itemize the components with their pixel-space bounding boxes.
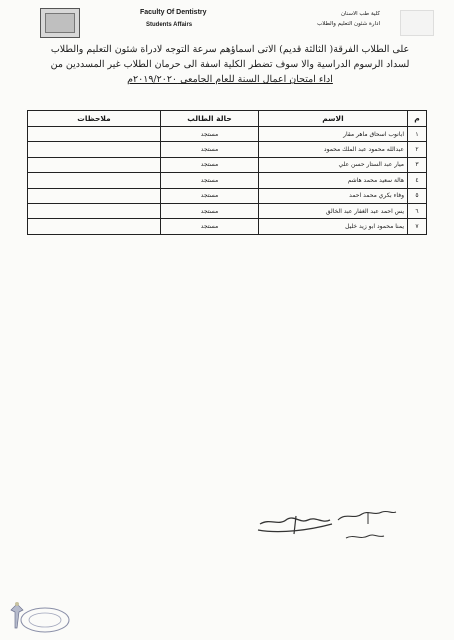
signature-drawing	[250, 490, 400, 550]
university-logo	[40, 8, 80, 38]
row-name: وفاء بكري محمد احمد	[259, 188, 408, 203]
announcement-text	[40, 42, 420, 87]
row-status: مستجد	[161, 188, 259, 203]
header-number: م	[408, 111, 427, 127]
table-row	[28, 127, 427, 142]
department-name-ar: ادارة شئون التعليم والطلاب	[317, 21, 380, 27]
row-notes	[28, 203, 161, 218]
handwritten-signature	[250, 490, 400, 550]
header-status: حالة الطالب	[161, 111, 259, 127]
table-row	[28, 203, 427, 218]
row-name: ميار عبد الستار حسن علي	[259, 157, 408, 172]
row-notes	[28, 219, 161, 234]
table-row	[28, 142, 427, 157]
row-name: ابانوب اسحاق ماهر مقار	[259, 127, 408, 142]
row-number: ٦	[408, 203, 427, 218]
row-name: يمنا محمود ابو زيد خليل	[259, 219, 408, 234]
row-number: ٣	[408, 157, 427, 172]
students-table	[27, 110, 427, 235]
row-number: ٧	[408, 219, 427, 234]
table-row	[28, 219, 427, 234]
row-number: ٤	[408, 173, 427, 188]
row-notes	[28, 127, 161, 142]
faculty-stamp	[5, 600, 75, 636]
announcement-line-1: على الطلاب الفرقة( الثالثة قديم) الاتى اسماؤهم سرعة التوجه لادراة شئون التعليم والطلاب	[50, 44, 410, 55]
stamp-drawing	[5, 600, 75, 636]
announcement-line-2: لسداد الرسوم الدراسية والا سوف تضطر الكلية اسفة الى حرمان الطلاب غير المسددين من	[50, 59, 410, 70]
header-name: الاسم	[259, 111, 408, 127]
row-status: مستجد	[161, 219, 259, 234]
row-status: مستجد	[161, 203, 259, 218]
faculty-logo	[400, 10, 434, 36]
row-number: ٥	[408, 188, 427, 203]
header-notes: ملاحظات	[28, 111, 161, 127]
row-name: عبدالله محمود عبد الملك محمود	[259, 142, 408, 157]
table-header-row	[28, 111, 427, 127]
row-status: مستجد	[161, 157, 259, 172]
row-notes	[28, 142, 161, 157]
row-notes	[28, 157, 161, 172]
row-notes	[28, 173, 161, 188]
row-number: ١	[408, 127, 427, 142]
row-number: ٢	[408, 142, 427, 157]
department-name-en: Students Affairs	[146, 22, 193, 28]
row-name: هالة سعيد محمد هاشم	[259, 173, 408, 188]
row-status: مستجد	[161, 173, 259, 188]
announcement-line-3: اداء امتحان اعمال السنة للعام الجامعى ٢٠١٩/٢٠٢٠م	[127, 74, 333, 85]
row-status: مستجد	[161, 142, 259, 157]
row-notes	[28, 188, 161, 203]
table-row	[28, 173, 427, 188]
row-status: مستجد	[161, 127, 259, 142]
row-name: يس احمد عبد الغفار عبد الخالق	[259, 203, 408, 218]
faculty-name-en: Faculty Of Dentistry	[140, 9, 207, 16]
table-row	[28, 157, 427, 172]
table-row	[28, 188, 427, 203]
faculty-name-ar: كلية طب الاسنان	[341, 11, 380, 17]
